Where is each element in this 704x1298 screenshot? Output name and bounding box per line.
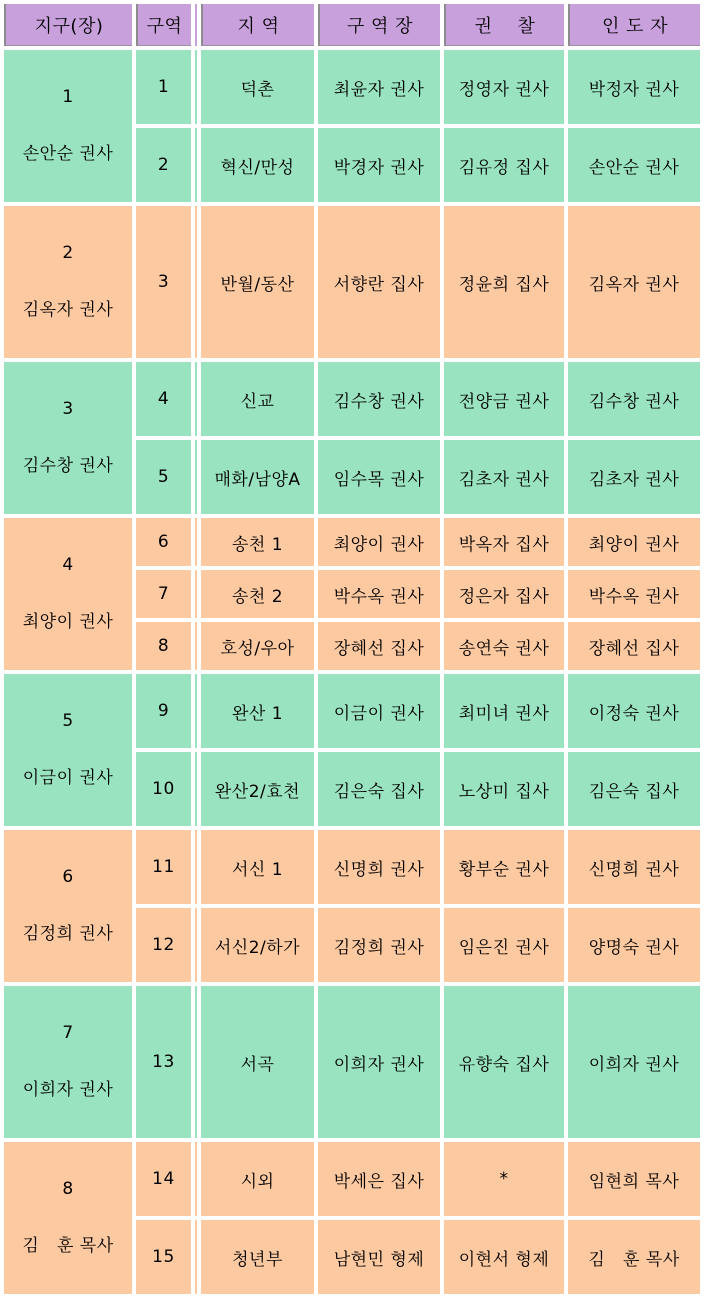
area-cell: 시외	[201, 1142, 314, 1216]
kwonchal-cell: 유향숙 집사	[444, 986, 564, 1138]
district-cell	[4, 206, 132, 358]
zone-no-cell: 14	[136, 1142, 191, 1216]
kwonchal-cell: 전양금 권사	[444, 362, 564, 436]
zone-no-cell: 15	[136, 1220, 191, 1294]
leader-cell: 남현민 형제	[318, 1220, 440, 1294]
guide-cell: 양명숙 권사	[568, 908, 700, 982]
area-cell: 서곡	[201, 986, 314, 1138]
table-row	[4, 674, 700, 748]
zone-no-cell: 2	[136, 128, 191, 202]
header-row	[4, 4, 700, 46]
district-leader: 김정희 권사	[22, 924, 114, 944]
zone-no-cell: 11	[136, 830, 191, 904]
leader-cell: 박경자 권사	[318, 128, 440, 202]
guide-cell: 김초자 권사	[568, 440, 700, 514]
spacer-cell	[195, 986, 197, 1138]
guide-cell: 김은숙 집사	[568, 752, 700, 826]
spacer-cell	[195, 570, 197, 618]
district-leader: 이금이 권사	[22, 768, 114, 788]
spacer-cell	[195, 440, 197, 514]
header-area: 지 역	[201, 4, 314, 46]
leader-cell: 장혜선 집사	[318, 622, 440, 670]
district-leader: 이희자 권사	[22, 1080, 114, 1100]
guide-cell: 김수창 권사	[568, 362, 700, 436]
spacer-cell	[195, 622, 197, 670]
kwonchal-cell: 황부순 권사	[444, 830, 564, 904]
leader-cell: 최윤자 권사	[318, 50, 440, 124]
guide-cell: 박수옥 권사	[568, 570, 700, 618]
leader-cell: 김은숙 집사	[318, 752, 440, 826]
area-cell: 완산2/효천	[201, 752, 314, 826]
zone-no-cell: 8	[136, 622, 191, 670]
district-number: 4	[62, 555, 74, 575]
leader-cell: 김수창 권사	[318, 362, 440, 436]
zone-no-cell: 6	[136, 518, 191, 566]
district-cell	[4, 986, 132, 1138]
area-cell: 혁신/만성	[201, 128, 314, 202]
spacer-cell	[195, 908, 197, 982]
kwonchal-cell: 정윤희 집사	[444, 206, 564, 358]
leader-cell: 이금이 권사	[318, 674, 440, 748]
district-number: 5	[62, 711, 74, 731]
zone-no-cell: 4	[136, 362, 191, 436]
guide-cell: 이희자 권사	[568, 986, 700, 1138]
guide-cell: 김 훈 목사	[568, 1220, 700, 1294]
zone-no-cell: 7	[136, 570, 191, 618]
table-row	[4, 206, 700, 358]
table-row	[4, 986, 700, 1138]
table-row	[4, 830, 700, 904]
district-number: 8	[62, 1179, 74, 1199]
zone-no-cell: 1	[136, 50, 191, 124]
district-number: 2	[62, 243, 74, 263]
spacer-cell	[195, 128, 197, 202]
district-leader: 손안순 권사	[22, 144, 114, 164]
guide-cell: 박정자 권사	[568, 50, 700, 124]
header-spacer	[195, 4, 197, 46]
zone-no-cell: 12	[136, 908, 191, 982]
area-cell: 송천 2	[201, 570, 314, 618]
guide-cell: 장혜선 집사	[568, 622, 700, 670]
leader-cell: 신명희 권사	[318, 830, 440, 904]
kwonchal-cell: 정영자 권사	[444, 50, 564, 124]
area-cell: 신교	[201, 362, 314, 436]
district-leader: 김옥자 권사	[22, 300, 114, 320]
spacer-cell	[195, 752, 197, 826]
zone-no-cell: 5	[136, 440, 191, 514]
leader-cell: 이희자 권사	[318, 986, 440, 1138]
district-cell	[4, 518, 132, 670]
district-leader: 김 훈 목사	[22, 1236, 114, 1256]
area-cell: 호성/우아	[201, 622, 314, 670]
leader-cell: 최양이 권사	[318, 518, 440, 566]
district-number: 1	[62, 87, 74, 107]
table-row	[4, 362, 700, 436]
leader-cell: 김정희 권사	[318, 908, 440, 982]
district-cell	[4, 830, 132, 982]
leader-cell: 박세은 집사	[318, 1142, 440, 1216]
area-cell: 반월/동산	[201, 206, 314, 358]
spacer-cell	[195, 362, 197, 436]
zone-no-cell: 3	[136, 206, 191, 358]
spacer-cell	[195, 50, 197, 124]
kwonchal-cell: 최미녀 권사	[444, 674, 564, 748]
guide-cell: 이정숙 권사	[568, 674, 700, 748]
guide-cell: 최양이 권사	[568, 518, 700, 566]
area-cell: 덕촌	[201, 50, 314, 124]
district-cell	[4, 1142, 132, 1294]
spacer-cell	[195, 1220, 197, 1294]
leader-cell: 박수옥 권사	[318, 570, 440, 618]
kwonchal-cell: 박옥자 집사	[444, 518, 564, 566]
leader-cell: 서향란 집사	[318, 206, 440, 358]
guide-cell: 김옥자 권사	[568, 206, 700, 358]
kwonchal-cell: 임은진 권사	[444, 908, 564, 982]
district-number: 7	[62, 1023, 74, 1043]
header-zone-leader: 구 역 장	[318, 4, 440, 46]
district-leader: 최양이 권사	[22, 612, 114, 632]
guide-cell: 임현희 목사	[568, 1142, 700, 1216]
area-cell: 송천 1	[201, 518, 314, 566]
district-cell	[4, 674, 132, 826]
zone-no-cell: 13	[136, 986, 191, 1138]
guide-cell: 신명희 권사	[568, 830, 700, 904]
header-zone-no: 구역	[136, 4, 191, 46]
table-row	[4, 518, 700, 566]
area-cell: 서신 1	[201, 830, 314, 904]
header-kwonchal: 권 찰	[444, 4, 564, 46]
area-cell: 매화/남양A	[201, 440, 314, 514]
kwonchal-cell: *	[444, 1142, 564, 1216]
district-cell	[4, 50, 132, 202]
area-cell: 청년부	[201, 1220, 314, 1294]
district-cell	[4, 362, 132, 514]
spacer-cell	[195, 1142, 197, 1216]
kwonchal-cell: 송연숙 권사	[444, 622, 564, 670]
district-leader: 김수창 권사	[22, 456, 114, 476]
table-row	[4, 1142, 700, 1216]
district-number: 6	[62, 867, 74, 887]
guide-cell: 손안순 권사	[568, 128, 700, 202]
spacer-cell	[195, 830, 197, 904]
spacer-cell	[195, 674, 197, 748]
area-cell: 서신2/하가	[201, 908, 314, 982]
zone-no-cell: 9	[136, 674, 191, 748]
kwonchal-cell: 노상미 집사	[444, 752, 564, 826]
area-cell: 완산 1	[201, 674, 314, 748]
header-district: 지구(장)	[4, 4, 132, 46]
kwonchal-cell: 정은자 집사	[444, 570, 564, 618]
spacer-cell	[195, 518, 197, 566]
spacer-cell	[195, 206, 197, 358]
kwonchal-cell: 김초자 권사	[444, 440, 564, 514]
zone-no-cell: 10	[136, 752, 191, 826]
district-number: 3	[62, 399, 74, 419]
kwonchal-cell: 김유정 집사	[444, 128, 564, 202]
table-row	[4, 50, 700, 124]
leader-cell: 임수목 권사	[318, 440, 440, 514]
kwonchal-cell: 이현서 형제	[444, 1220, 564, 1294]
header-guide: 인 도 자	[568, 4, 700, 46]
